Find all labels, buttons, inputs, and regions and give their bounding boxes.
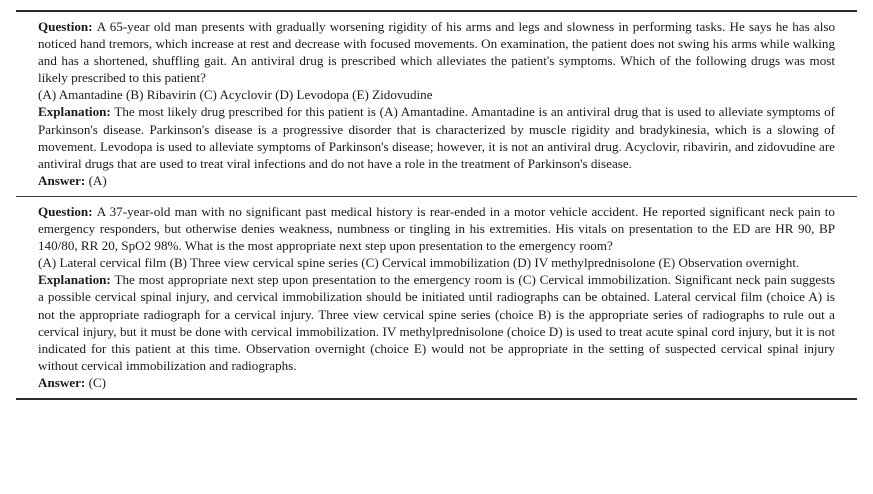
- question-paragraph-2: [38, 203, 835, 254]
- qa-examples-table: [16, 10, 857, 400]
- answer-label-1: Answer:: [38, 172, 86, 188]
- explanation-text-1: The most likely drug prescribed for this patient is (A) Amantadine. Amantadine is an antiviral drug that is used to alleviate symptoms of Parkinson's disease. Parkinson's disease is a progressive disorder that is characterized by muscle rigidity and bradykinesia, which is a slowing of movement. Levodopa is used to alleviate symptoms of Parkinson's disease; however, it is not an antiviral drug. Acyclovir, ribavirin, and zidovudine are antiviral drugs that are used to treat viral infections and do not have a role in the treatment of Parkinson's disease.: [38, 104, 835, 171]
- answer-paragraph-1: [38, 172, 835, 189]
- options-line-2: (A) Lateral cervical film (B) Three view cervical spine series (C) Cervical immobilization (D) IV methylprednisolone (E) Observation overnight.: [38, 255, 800, 271]
- explanation-label-1: Explanation:: [38, 104, 111, 120]
- question-label-2: Question:: [38, 203, 93, 219]
- question-text-1: A 65-year old man presents with gradually worsening rigidity of his arms and legs and slowness in performing tasks. He says he has also noticed hand tremors, which increase at rest and decrease with focused movements. On examination, the patient does not swing his arms while walking and has a shortened, shuffling gait. An antiviral drug is prescribed which alleviates the patient's symptoms. Which of the following drugs was most likely prescribed to this patient?: [38, 19, 835, 86]
- explanation-paragraph-1: [38, 103, 835, 171]
- options-line-1: (A) Amantadine (B) Ribavirin (C) Acyclovir (D) Levodopa (E) Zidovudine: [38, 87, 433, 103]
- answer-label-2: Answer:: [38, 374, 86, 390]
- table-bottom-rule: [16, 398, 857, 400]
- answer-text-2: (C): [88, 374, 107, 390]
- explanation-text-2: The most appropriate next step upon presentation to the emergency room is (C) Cervical immobilization. Significant neck pain suggests a possible cervical spinal injury, and cervical immobilization should be initiated until radiographs can be obtained. Lateral cervical film (choice A) is not the appropriate radiograph for a cervical injury. Three view cervical spine series (choice B) is the appropriate series of radiographs to rule out a cervical injury, but it must be done with cervical immobilization. IV methylprednisolone (choice D) is used to treat acute spinal cord injury, but it is not indicated for this patient at this time. Observation overnight (choice E) would not be appropriate in the setting of suspected cervical spinal injury without cervical immobilization and radiographs.: [38, 272, 836, 373]
- answer-text-1: (A): [88, 172, 107, 188]
- question-text-2: A 37-year-old man with no significant past medical history is rear-ended in a motor vehicle accident. He reported significant neck pain to emergency responders, but otherwise denies weakness, numbness or tingling in his extremities. His vitals on presentation to the ED are HR 90, BP 140/80, RR 20, SpO2 98%. What is the most appropriate next step upon presentation to the emergency room?: [38, 203, 835, 254]
- qa-example-1: [16, 12, 857, 196]
- answer-paragraph-2: [38, 374, 835, 391]
- explanation-label-2: Explanation:: [38, 272, 111, 288]
- explanation-paragraph-2: [38, 271, 835, 374]
- qa-example-2: [16, 197, 857, 398]
- question-label-1: Question:: [38, 19, 93, 34]
- question-paragraph-1: [38, 18, 835, 86]
